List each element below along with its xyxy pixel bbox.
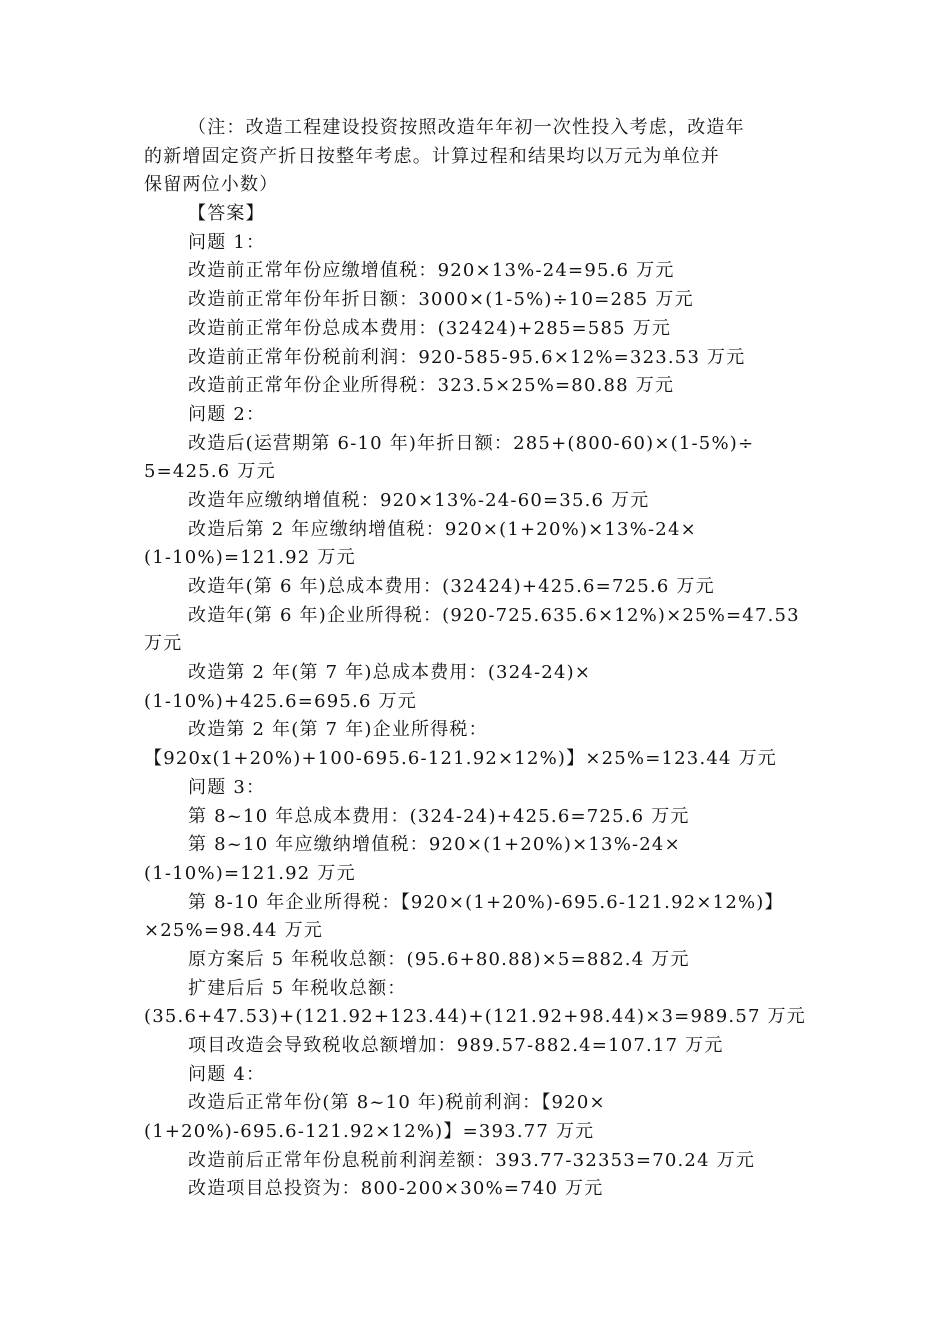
text-line: 改造年应缴纳增值税：920×13%-24-60=35.6 万元 (188, 489, 650, 511)
text-line: 改造后第 2 年应缴纳增值税：920×(1+20%)×13%-24× (188, 518, 697, 540)
text-line: 改造前正常年份总成本费用：(32424)+285=585 万元 (188, 317, 672, 339)
text-line: 改造前正常年份年折日额：3000×(1-5%)÷10=285 万元 (188, 289, 694, 311)
text-line: 保留两位小数） (144, 174, 279, 196)
document-body (144, 114, 810, 1204)
text-line: 扩建后后 5 年税收总额： (188, 977, 407, 999)
text-line: 改造年(第 6 年)总成本费用：(32424)+425.6=725.6 万元 (188, 576, 715, 597)
text-line: 项目改造会导致税收总额增加：989.57-882.4=107.17 万元 (188, 1035, 724, 1056)
text-line: 改造前正常年份税前利润：920-585-95.6×12%=323.53 万元 (188, 346, 746, 368)
text-line: 的新增固定资产折日按整年考虑。计算过程和结果均以万元为单位并 (144, 145, 720, 167)
text-line: 改造年(第 6 年)企业所得税：(920-725.635.6×12%)×25%=47.53 (188, 604, 800, 626)
text-line: 【答案】 (188, 203, 265, 225)
text-line: 万元 (144, 633, 183, 655)
text-line: (35.6+47.53)+(121.92+123.44)+(121.92+98.44)×3=989.57 万元 (144, 1006, 806, 1028)
text-line: 第 8-10 年企业所得税：【920×(1+20%)-695.6-121.92×12%)】 (188, 891, 784, 913)
text-line: （注：改造工程建设投资按照改造年年初一次性投入考虑，改造年 (188, 117, 745, 138)
text-line: 第 8~10 年应缴纳增值税：920×(1+20%)×13%-24× (188, 834, 681, 856)
text-line: 改造后(运营期第 6-10 年)年折日额：285+(800-60)×(1-5%)÷ (188, 432, 755, 454)
text-line: 改造前后正常年份息税前利润差额：393.77-32353=70.24 万元 (188, 1149, 756, 1171)
text-line: (1+20%)-695.6-121.92×12%)】=393.77 万元 (144, 1121, 595, 1143)
text-line: 原方案后 5 年税收总额：(95.6+80.88)×5=882.4 万元 (188, 948, 690, 970)
text-line: 改造前正常年份企业所得税：323.5×25%=80.88 万元 (188, 375, 675, 397)
text-line: 问题 4： (188, 1063, 266, 1085)
text-line: 改造前正常年份应缴增值税：920×13%-24=95.6 万元 (188, 260, 675, 282)
text-line: 问题 3： (188, 776, 266, 798)
text-line: (1-10%)=121.92 万元 (144, 862, 356, 884)
text-line: 改造项目总投资为：800-200×30%=740 万元 (188, 1178, 604, 1200)
text-line: 改造第 2 年(第 7 年)企业所得税： (188, 719, 488, 741)
text-line: ×25%=98.44 万元 (144, 920, 324, 942)
text-line: 【920x(1+20%)+100-695.6-121.92×12%)】×25%=123.44 万元 (144, 748, 777, 770)
text-line: 5=425.6 万元 (144, 461, 276, 483)
text-line: 第 8~10 年总成本费用：(324-24)+425.6=725.6 万元 (188, 805, 690, 827)
text-line: 改造第 2 年(第 7 年)总成本费用：(324-24)× (188, 662, 592, 684)
text-line: (1-10%)=121.92 万元 (144, 547, 356, 569)
text-line: 问题 2： (188, 403, 266, 425)
text-line: (1-10%)+425.6=695.6 万元 (144, 690, 417, 712)
text-line: 问题 1： (188, 231, 266, 253)
text-line: 改造后正常年份(第 8~10 年)税前利润：【920× (188, 1092, 606, 1114)
